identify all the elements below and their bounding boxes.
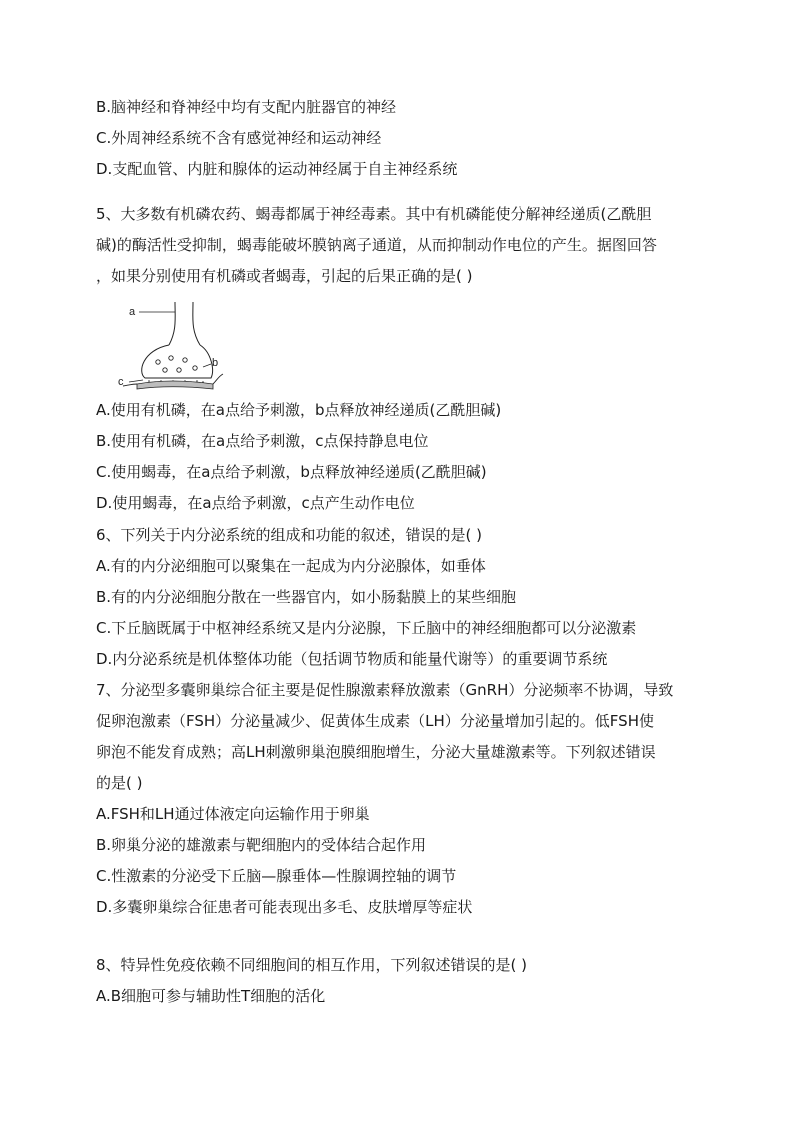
q5-option-d: D.使用蝎毒，在a点给予刺激，c点产生动作电位 [96, 494, 415, 512]
q7-stem-line-3: 卵泡不能发育成熟；高LH刺激卵巢泡膜细胞增生，分泌大量雄激素等。下列叙述错误 [96, 743, 656, 761]
q4-option-c: C.外周神经系统不含有感觉神经和运动神经 [96, 129, 382, 147]
q4-option-d: D.支配血管、内脏和腺体的运动神经属于自主神经系统 [96, 160, 458, 178]
synapse-diagram [115, 300, 225, 392]
q5-stem-line-3: ，如果分别使用有机磷或者蝎毒，引起的后果正确的是( ) [96, 267, 473, 285]
q6-stem: 6、下列关于内分泌系统的组成和功能的叙述，错误的是( ) [96, 526, 483, 544]
q6-option-c: C.下丘脑既属于中枢神经系统又是内分泌腺，下丘脑中的神经细胞都可以分泌激素 [96, 619, 637, 637]
q6-option-d: D.内分泌系统是机体整体功能（包括调节物质和能量代谢等）的重要调节系统 [96, 650, 608, 668]
label-b: b [212, 357, 219, 369]
q6-option-a: A.有的内分泌细胞可以聚集在一起成为内分泌腺体，如垂体 [96, 557, 486, 575]
label-c: c [118, 376, 124, 388]
q7-option-a: A.FSH和LH通过体液定向运输作用于卵巢 [96, 805, 370, 823]
q6-option-b: B.有的内分泌细胞分散在一些器官内，如小肠黏膜上的某些细胞 [96, 588, 517, 606]
q5-option-b: B.使用有机磷，在a点给予刺激，c点保持静息电位 [96, 432, 429, 450]
q5-option-a: A.使用有机磷，在a点给予刺激，b点释放神经递质(乙酰胆碱) [96, 401, 502, 419]
q7-option-c: C.性激素的分泌受下丘脑—腺垂体—性腺调控轴的调节 [96, 867, 457, 885]
q8-option-a: A.B细胞可参与辅助性T细胞的活化 [96, 987, 326, 1005]
label-a: a [129, 306, 136, 318]
q8-stem: 8、特异性免疫依赖不同细胞间的相互作用，下列叙述错误的是( ) [96, 956, 528, 974]
q4-option-b: B.脑神经和脊神经中均有支配内脏器官的神经 [96, 98, 397, 116]
q7-stem-line-1: 7、分泌型多囊卵巢综合征主要是促性腺激素释放激素（GnRH）分泌频率不协调，导致 [96, 681, 674, 699]
q5-stem-line-1: 5、大多数有机磷农药、蝎毒都属于神经毒素。其中有机磷能使分解神经递质(乙酰胆 [96, 205, 652, 223]
q7-stem-line-2: 促卵泡激素（FSH）分泌量减少、促黄体生成素（LH）分泌量增加引起的。低FSH使 [96, 712, 654, 730]
q5-option-c: C.使用蝎毒，在a点给予刺激，b点释放神经递质(乙酰胆碱) [96, 463, 487, 481]
q7-stem-line-4: 的是( ) [96, 774, 143, 792]
q7-option-d: D.多囊卵巢综合征患者可能表现出多毛、皮肤增厚等症状 [96, 898, 473, 916]
q5-stem-line-2: 碱)的酶活性受抑制，蝎毒能破坏膜钠离子通道，从而抑制动作电位的产生。据图回答 [96, 236, 657, 254]
q7-option-b: B.卵巢分泌的雄激素与靶细胞内的受体结合起作用 [96, 836, 427, 854]
